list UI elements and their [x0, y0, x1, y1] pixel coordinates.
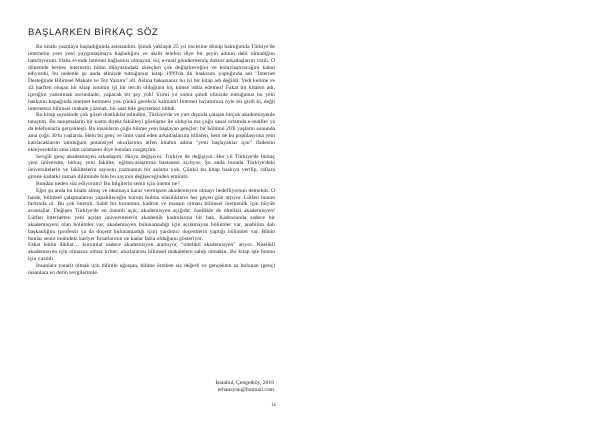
paragraph-4: Bundan neden söz ediyorum? Bu bilgilerin senin için önemi ne?: [36, 180, 180, 187]
paragraph-6: Fakat bütün dikkat… kurumlar sadece akademisyen aramıyor, "nitelikli akademisyen" arıyor. Nitelikli akademisyen için olmazsa olmaz kriter; uluslararası bilimsel makalelere sahip olmaktır. Bu kitap işte bunun için yazıldı.: [28, 242, 275, 263]
paragraph-7: İnsanlara yararlı olmak için bilimle uğraşan, bilime üretken siz değerli ve gençekten az bulunan (genç) insanlara en derin sevgilerimle.: [28, 263, 275, 276]
signature-place-date: İstanbul, Çengelköy, 2016: [215, 380, 274, 386]
signature: [170, 380, 274, 394]
paragraph-3: Sevgili genç akademisyen arkadaşım, dünya değişiyor. Türkiye de değişiyor. Her yıl Türkiye'de birkaç yeni üniversite, birkaç yeni fakülte, eğitim-araştırma hastanesi açılıyor. Şu anda burada Türkiye'deki üniversitelerin ve fakültelerin sayısını yazmamın bir anlamı yok. Çünkü bu kitap baskıya verilip, raflara girene kadarki zaman diliminde bile bu sayının değişeceğinden eminim.: [28, 153, 275, 181]
signature-email: erhanayan@hotmail.com: [217, 387, 274, 393]
section-heading: BAŞLARKEN BİRKAÇ SÖZ: [28, 27, 159, 38]
body-text: [28, 44, 275, 277]
paragraph-2: Bu kitap sayesinde çok güzel dostluklar edindim, Türkiye'de ve yurt dışında çalışan birçok akademisyenle tanıştım. Bu tanışmaların bir kısmı direkt fakülteyi göstüşme ile olduysa ma çoğu sanal ortamda e-mailler ya da telefonlarla gerçekleşti. Bu insanların çoğu bilime yeni başlayan gençler; bir bölümü 20'li yaşların sonunda ama çoğu 30'lu yaşlarda. Hem bu genç ve ümit vaad eden arkadaşlarımı itibafen, hem de bu popülasyona yeni katılacaklarım umduğum potansiyel okurlarıma atfen kitabın adına "yeni başlayanlar için" ifadesini ekleyecektim ama isim uzamasın diye bundan vazgeçtim.: [28, 112, 275, 153]
page-number: ix: [271, 402, 276, 408]
paragraph-5: Eğer şu anda bu kitabı almış ve okumaya karar vermişsen akademisyen olmayı hedefliyorsun demektir. O halde, bilimsel çalışmalarını yapabileceğin kurum bulma olasılıkların her geçen gün artıyor. Lütfen bunun farkında ol. Bu çok önemli. Sabit bir kurumun, kadron ve maaşın olması bilimsel üretkenlik için büyük avantajlar. Değişen Türkiye'de en önemli açık, akademisyen açığıdır, özellikle de nitelikli akademisyen! Lütfen internetten yeni açılan üniversitelerin akademik kadrolarına bir bak. Kadrosunda sadece bir akademisyeni olan bölümler var, akademisyen bulunamadığı için açılamayan bölümler var, anabilim dalı başkanlığını (profesör ya da doçent bulunamadığı için) yardımcı doçentlerin yaptığı bölümler var. Bütün bunlar senin önündeki kariyer fırsatlarının ne kadar fazla olduğunu gösteriyor.: [28, 187, 275, 242]
paragraph-1: Bu kitabı yazmaya başladığımda asistandım. Şimdi yaklaşık 25 yıl öncesine dönüp baktığımda Türkiye'de internetin yeni yeni yaygınlaşmaya başladığını ve akıllı telefon diye bir şeyin adının dahi olmadığını hatırlıyorum. Daha evinde internet bağlantısı olmayan, hiç e-mail göndermemiş doktor arkadaşlarım vardı. O dönemde herkes internetin bilim dünyasındaki süreçleri çok değiştireceğini ve kolaylaştıracağını kabul ediyordu, bu nedenle şu anda elinizde tuttuğunuz kitap 1999'da ilk baskısını yaptığında adı "İnternet Desteğinde Bilimsel Makale ve Tez Yazımı" idi. Aslına bakarsanız bu iyi bir kitap adı değildi: Yedi kelime ve 43 harften oluşan bir kitap isminin iyi bir tercih olduğunu hiç kimse iddia edemez! Fakat bir kitabın adı, içeriğini yansıtmak zorundadır; yapacak bir şey yok! Yirmi yıl sonra şimdi elinizde tuttuğunuz bu yeni baskının kapağında internet kelimesi yok çünkü gereksiz kalmadı! İnternet hayatımıza öyle bir girdi ki, değil internetsiz bilimsel makale yazmak, bir saat bile geçiremez olduk.: [28, 44, 275, 112]
